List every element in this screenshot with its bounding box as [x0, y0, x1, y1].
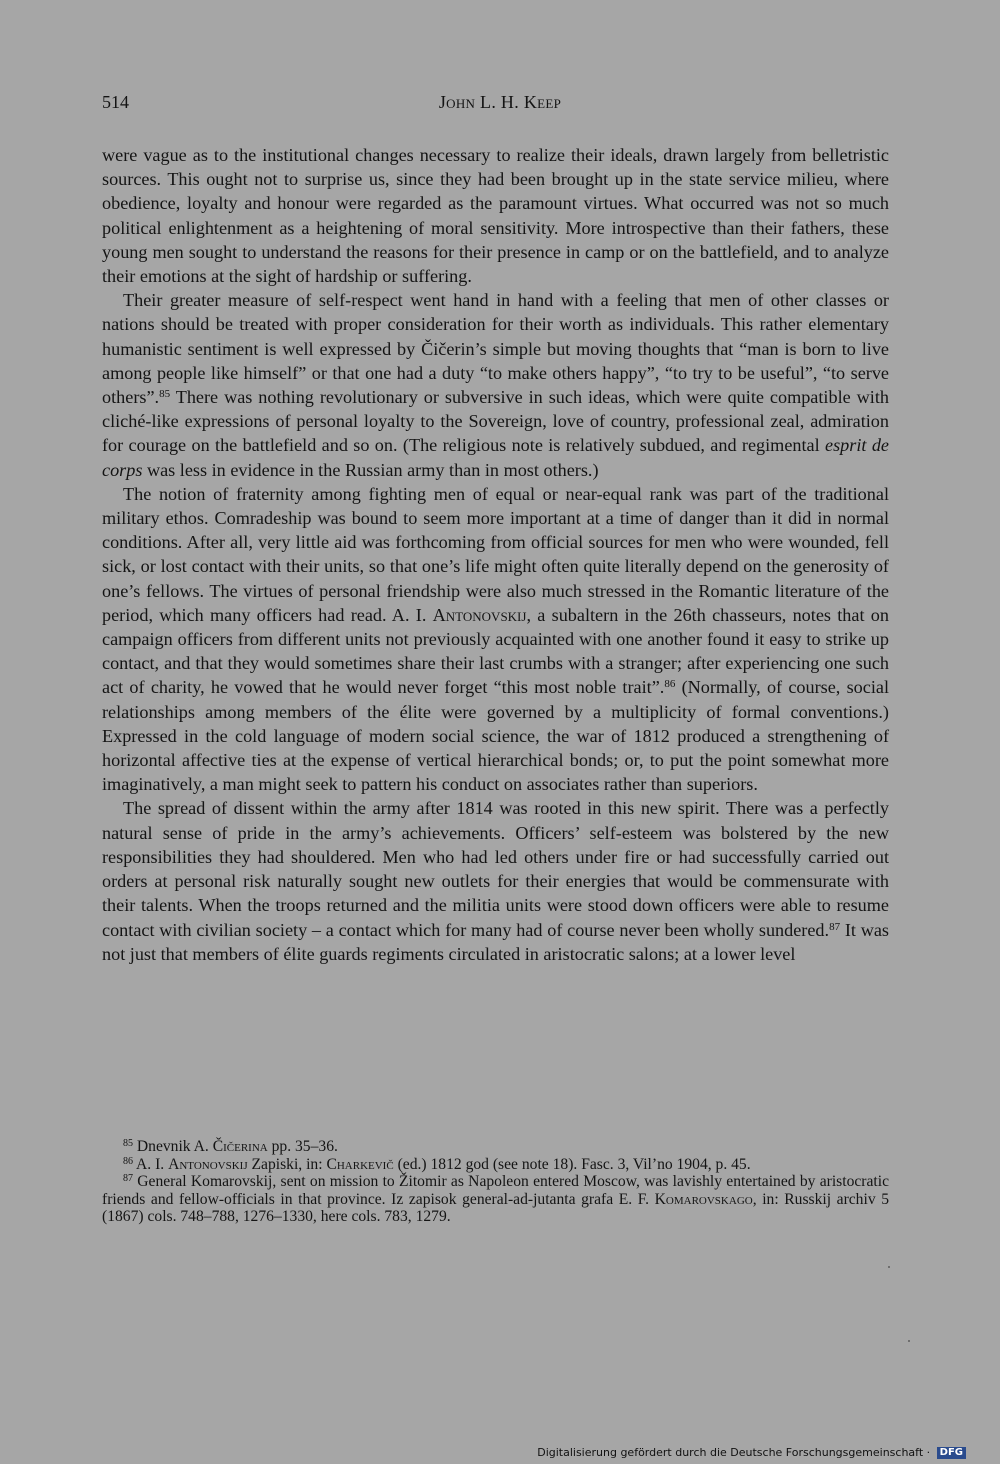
- footnote-text: (ed.) 1812 god (see note 18). Fasc. 3, Vil’no 1904, p. 45.: [393, 1155, 751, 1173]
- italic-phrase: esprit de corps: [102, 435, 889, 480]
- footnote-number: 85: [123, 1138, 133, 1149]
- footnote-number: 87: [123, 1173, 133, 1185]
- paragraph-1-text: were vague as to the institutional changes necessary to realize their ideals, drawn largely from belletristic sources. This ought not to surprise us, since they had been brought up in the state service milieu, where obedience, loyalty and honour were regarded as the paramount virtues. What occurred was not so much political enlightenment as a heightening of moral sensitivity. More introspective than their fathers, these young men sought to understand the reasons for their presence in camp or on the battlefield, and to analyze their emotions at the sight of hardship or suffering.: [102, 145, 889, 287]
- paragraph-2-text-b: There was nothing revolutionary or subversive in such ideas, which were quite compatible with cliché-like expressions of personal loyalty to the Sovereign, love of country, professional zeal, admiration for courage on the battlefield and so on. (The religious note is relatively subdued, and regimental: [102, 387, 889, 456]
- paragraph-2-text-a: Their greater measure of self-respect went hand in hand with a feeling that men of other classes or nations should be treated with proper consideration for their worth as individuals. This rather elementary humanistic sentiment is well expressed by Čičerin’s simple but moving thoughts that “man is born to live among people like himself” or that one had a duty “to make others happy”, “to try to be useful”, “to serve others”.: [102, 290, 889, 408]
- footnote-text: pp. 35–36.: [267, 1138, 338, 1155]
- author-name: Čičerina: [212, 1138, 268, 1155]
- footnote-ref-87: 87: [829, 920, 841, 933]
- footnote-ref-85: 85: [159, 388, 171, 401]
- paragraph-4: [102, 796, 889, 965]
- footnote-text: A. I.: [133, 1155, 169, 1173]
- author-name: Antonovskij: [168, 1155, 248, 1173]
- credit-text: Digitalisierung gefördert durch die Deutsche Forschungsgemeinschaft: [537, 1446, 924, 1459]
- paragraph-4-text-b: It was not just that members of élite guards regiments circulated in aristocratic salons; at a lower level: [102, 919, 889, 964]
- paragraph-3-text-a: The notion of fraternity among fighting men of equal or near-equal rank was part of the traditional military ethos. Comradeship was bound to seem more important at a time of danger than it did in normal conditions. After all, very little aid was forthcoming from official sources for men who were wounded, fell sick, or lost contact with their units, so that one’s life might often quite literally depend on the generosity of one’s fellows. The virtues of personal friendship were also much stressed in the Romantic literature of the period, which many officers had read. A. I.: [102, 483, 889, 625]
- footnote-text: Zapiski, in:: [247, 1155, 327, 1173]
- footnote-85: [102, 1138, 889, 1156]
- paragraph-1: [102, 143, 889, 288]
- footnotes: [102, 1138, 889, 1226]
- scan-speck: [888, 1266, 890, 1268]
- footnote-text: , in: Russkij archiv 5 (1867) cols. 748–788, 1276–1330, here cols. 783, 1279.: [102, 1190, 889, 1226]
- digitization-credit: Digitalisierung gefördert durch die Deutsche Forschungsgemeinschaft · DFG: [537, 1446, 966, 1460]
- author-name: Antonovskij: [432, 604, 527, 625]
- dfg-logo: DFG: [937, 1447, 966, 1459]
- footnote-number: 86: [123, 1155, 133, 1167]
- scan-speck: [908, 1340, 910, 1342]
- footnote-text: Dnevnik A.: [133, 1138, 213, 1155]
- footnote-87: [102, 1173, 889, 1226]
- author-name: Komarovskago: [654, 1190, 753, 1208]
- paragraph-4-text-a: The spread of dissent within the army after 1814 was rooted in this new spirit. There was a perfectly natural sense of pride in the army’s achievements. Officers’ self-esteem was bolstered by the new responsibilities they had shouldered. Men who had led others under fire or had successfully carried out orders at personal risk naturally sought new outlets for their energies that would be commensurate with their talents. When the troops returned and the militia units were stood down officers were able to resume contact with civilian society – a contact which for many had of course never been wholly sundered.: [102, 798, 889, 940]
- paragraph-2: [102, 288, 889, 482]
- running-head: John L. H. Keep: [438, 92, 562, 112]
- editor-name: Charkevič: [326, 1155, 394, 1173]
- paragraph-3-text-b: , a subaltern in the 26th chasseurs, notes that on campaign officers from different units not previously acquainted with one another found it easy to strike up contact, and that they would sometimes share their last crumbs with a stranger; after experiencing one such act of charity, he vowed that he would never forget “this most noble trait”.: [102, 604, 889, 698]
- paragraph-3: [102, 482, 889, 797]
- footnote-86: [102, 1156, 889, 1174]
- footnote-ref-86: 86: [664, 678, 676, 691]
- paragraph-3-text-c: (Normally, of course, social relationships among members of the élite were governed by a multiplicity of formal conventions.) Expressed in the cold language of modern social science, the war of 1812 produced a strengthening of horizontal affective ties at the expense of vertical hierarchical bonds; or, to put the point somewhat more imaginatively, a man might seek to pattern his conduct on associates rather than superiors.: [102, 677, 889, 795]
- footnote-text: General Komarovskij, sent on mission to Žitomir as Napoleon entered Moscow, was lavishly entertained by aristocratic friends and fellow-officials in that province. Iz zapisok general-ad-jutanta grafa E. F.: [102, 1173, 889, 1208]
- page-number: 514: [102, 92, 129, 112]
- body-text: [102, 143, 889, 966]
- paragraph-2-text-c: was less in evidence in the Russian army than in most others.): [142, 459, 599, 480]
